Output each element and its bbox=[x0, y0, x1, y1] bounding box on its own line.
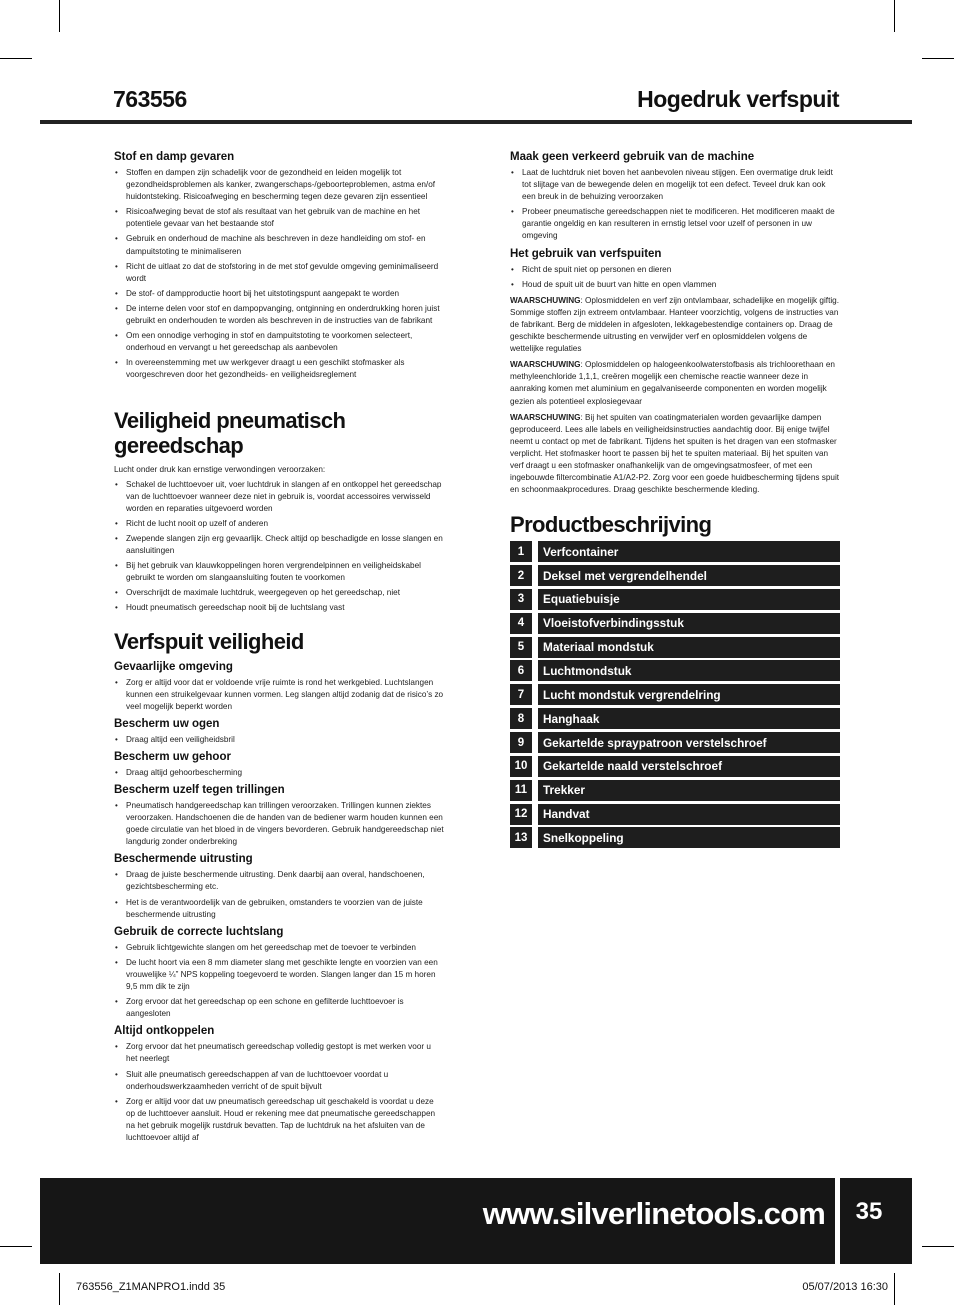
crop-mark bbox=[894, 0, 895, 32]
warning-label: WAARSCHUWING bbox=[510, 360, 581, 370]
part-label: Trekker bbox=[538, 780, 840, 801]
list-item: • Houd de spuit uit de buurt van hitte en open vlammen bbox=[510, 279, 840, 291]
subsection-list bbox=[114, 869, 444, 920]
list-item: • Pneumatisch handgereedschap kan trillingen veroorzaken. Trillingen kunnen ziektes veroorzaken. Handschoenen die de handen van de bediener warm houden kunnen een goede circulatie van het bloed in de vingers bevorderen. Gebruik handgereedschap niet langdurig zonder onderbreking bbox=[114, 800, 444, 848]
spray-use-heading: Het gebruik van verfspuiten bbox=[510, 247, 662, 260]
product-heading: Productbeschrijving bbox=[510, 512, 712, 538]
warning-text: : Oplosmiddelen op halogeenkoolwaterstofbasis als trichloorethaan en methyleenchloride 1,1,1, creëren mogelijk een chemische reactie wanneer deze in aanraking komen met aluminium en gegalvaniseerde componenten en worden mogelijk gezien als potentieel explosiegevaar bbox=[510, 360, 835, 406]
part-label: Equatiebuisje bbox=[538, 589, 840, 610]
footer-band bbox=[40, 1178, 912, 1264]
page-number: 35 bbox=[855, 1198, 883, 1225]
parts-list bbox=[510, 541, 840, 848]
list-item: • Zorg er altijd voor dat uw pneumatisch gereedschap uit geschakeld is voordat u deze op de luchttoever aansluit. Houd er rekening mee dat pneumatische gereedschappen na het gebruik mogelijk rustdruk bevatten. Tap de luchtdruk na het afsluiten van de luchttoevoer altijd af bbox=[114, 1096, 444, 1144]
subsection-list bbox=[114, 767, 444, 779]
part-label: Materiaal mondstuk bbox=[538, 637, 840, 658]
part-row bbox=[510, 589, 840, 610]
list-item: • Het is de verantwoordelijk van de gebruiken, omstanders te voorzien van de juiste beschermende uitrusting bbox=[114, 897, 444, 921]
list-item: • Probeer pneumatische gereedschappen niet te modificeren. Het modificeren maakt de garantie ongeldig en kan resulteren in ernstig letsel voor uzelf of personen in uw omgeving bbox=[510, 206, 840, 242]
model-number: 763556 bbox=[113, 86, 187, 112]
list-item: • Overschrijdt de maximale luchtdruk, weergegeven op het gereedschap, niet bbox=[114, 587, 444, 599]
part-number: 11 bbox=[510, 780, 532, 801]
list-item: • Draag altijd een veiligheidsbril bbox=[114, 734, 444, 746]
list-item: • Om een onnodige verhoging in stof en dampuitstoting te voorkomen selecteert, onderhoud en vervangt u het gereedschap als aanbevolen bbox=[114, 330, 444, 354]
subsection-heading: Beschermende uitrusting bbox=[114, 853, 253, 866]
crop-mark bbox=[0, 58, 32, 59]
list-item: • Richt de spuit niet op personen en dieren bbox=[510, 264, 840, 276]
part-row bbox=[510, 756, 840, 777]
crop-mark bbox=[894, 1273, 895, 1305]
part-number: 9 bbox=[510, 732, 532, 753]
subsection-heading: Bescherm uzelf tegen trillingen bbox=[114, 784, 285, 796]
spray-use-list bbox=[510, 264, 840, 291]
part-number: 8 bbox=[510, 708, 532, 729]
list-item: • Draag de juiste beschermende uitrusting. Denk daarbij aan overal, handschoenen, gezichtsbescherming etc. bbox=[114, 869, 444, 893]
crop-mark bbox=[0, 1246, 32, 1247]
list-item: • Schakel de luchttoevoer uit, voer luchtdruk in slangen af en ontkoppel het gereedschap van de luchttoevoer wanneer deze niet in gebruik is, voordat accessoires verwisseld worden en reparaties uitgevoerd worden bbox=[114, 479, 444, 515]
part-row bbox=[510, 613, 840, 634]
part-number: 3 bbox=[510, 589, 532, 610]
part-label: Gekartelde spraypatroon verstelschroef bbox=[538, 732, 840, 753]
list-item: • Gebruik lichtgewichte slangen om het gereedschap met de toevoer te verbinden bbox=[114, 942, 444, 954]
warning-paragraph bbox=[510, 359, 840, 407]
warning-paragraph bbox=[510, 412, 840, 497]
website-url[interactable]: www.silverlinetools.com bbox=[482, 1196, 825, 1231]
subsection-list bbox=[114, 942, 444, 1021]
list-item: • De interne delen voor stof en dampopvanging, ontginning en onderdrukking horen juist gebruikt en onderhouden te worden als beschreven in de instructies van de fabrikant bbox=[114, 303, 444, 327]
crop-mark bbox=[922, 1246, 954, 1247]
part-row bbox=[510, 708, 840, 729]
subsection-list bbox=[114, 734, 444, 746]
part-number: 10 bbox=[510, 756, 532, 777]
part-number: 7 bbox=[510, 684, 532, 705]
pneumatic-list bbox=[114, 479, 444, 615]
subsection-heading: Bescherm uw ogen bbox=[114, 717, 220, 730]
part-row bbox=[510, 637, 840, 658]
right-column bbox=[510, 150, 840, 851]
part-number: 4 bbox=[510, 613, 532, 634]
list-item: • Richt de uitlaat zo dat de stofstoring in de met stof gevulde omgeving geminimaliseerd wordt bbox=[114, 261, 444, 285]
part-row bbox=[510, 541, 840, 562]
list-item: • Zorg er altijd voor dat er voldoende vrije ruimte is rond het werkgebied. Luchtslangen kunnen een struikelgevaar kunnen vormen. Leg slangen altijd zodanig dat de risico’s zo veel mogelijk beperkt worden bbox=[114, 677, 444, 713]
list-item: • De stof- of dampproductie hoort bij het uitstotingspunt aangepakt te worden bbox=[114, 288, 444, 300]
warning-paragraph bbox=[510, 295, 840, 355]
part-number: 5 bbox=[510, 637, 532, 658]
spray-safety-heading: Verfspuit veiligheid bbox=[114, 628, 304, 654]
part-row bbox=[510, 827, 840, 848]
part-label: Hanghaak bbox=[538, 708, 840, 729]
part-number: 13 bbox=[510, 827, 532, 848]
subsection-list bbox=[114, 1041, 444, 1144]
part-label: Lucht mondstuk vergrendelring bbox=[538, 684, 840, 705]
slug-file: 763556_Z1MANPRO1.indd 35 bbox=[76, 1281, 226, 1293]
list-item: • De lucht hoort via een 8 mm diameter slang met geschikte lengte en voorzien van een vrouwelijke ¼” NPS koppeling toegevoerd te worden. Slangen langer dan 15 m horen 9,5 mm dik te zijn bbox=[114, 957, 444, 993]
pneumatic-intro: Lucht onder druk kan ernstige verwondingen veroorzaken: bbox=[114, 464, 326, 474]
misuse-list bbox=[510, 167, 840, 243]
warning-label: WAARSCHUWING bbox=[510, 412, 581, 422]
part-label: Gekartelde naald verstelschroef bbox=[538, 756, 840, 777]
list-item: • Richt de lucht nooit op uzelf of anderen bbox=[114, 518, 444, 530]
warnings bbox=[510, 295, 840, 497]
list-item: • Gebruik en onderhoud de machine als beschreven in deze handleiding om stof- en dampuitstoting te minimaliseren bbox=[114, 233, 444, 257]
left-column bbox=[114, 150, 444, 1148]
list-item: • Sluit alle pneumatisch gereedschappen af van de luchttoevoer voordat u onderhoudswerkzaamheden verricht of de spuit bijvult bbox=[114, 1069, 444, 1093]
part-row bbox=[510, 780, 840, 801]
part-number: 12 bbox=[510, 804, 532, 825]
crop-mark bbox=[59, 0, 60, 32]
list-item: • Bij het gebruik van klauwkoppelingen horen vergrendelpinnen en veiligheidskabel gebruikt te worden om slangaansluiting fouten te voorkomen bbox=[114, 560, 444, 584]
warning-text: : Oplosmiddelen en verf zijn ontvlambaar, schadelijke en mogelijk giftig. Sommige stoffen zijn extreem ontvlambaar. Hanteer voorzichtig, volgens de instructies van de fabrikant. Berg de middelen in afgesloten, lekkagebestendige containers op. Draag de geschikte beschermende uitrusting en verwijder verf en oplosmiddelen volgens de wettelijke regulaties bbox=[510, 295, 839, 354]
list-item: • Laat de luchtdruk niet boven het aanbevolen niveau stijgen. Een overmatige druk leidt tot slijtage van de bewegende delen en mogelijk tot een defect. Teveel druk kan ook een breuk in de behuizing veroorzaken bbox=[510, 167, 840, 203]
list-item: • Zorg ervoor dat het gereedschap op een schone en gefilterde luchttoevoer is aangesloten bbox=[114, 996, 444, 1020]
subsection-list bbox=[114, 800, 444, 848]
warning-text: : Bij het spuiten van coatingmaterialen worden gevaarlijke dampen geproduceerd. Lees alle labels en veiligheidsinstructies aandachtig door. Bij enige twijfel neemt u contact op met de fabrikant. Tijdens het spuiten is het dragen van een stofmasker verplicht. Het stofmasker hoort te passen bij het te spuiten materiaal. Bij het spuiten van verf draagt u een stofmasker onafhankelijk van de omgevingsatmosfeer, of met een ingebouwde filtercombinatie A1/A2-P2. Zorg voor een goede huidbescherming tijdens spuit en schoonmaakprocedures. Draag geschikte beschermende kleding. bbox=[510, 412, 840, 495]
document-title: Hogedruk verfspuit bbox=[637, 86, 839, 112]
subsection-heading: Altijd ontkoppelen bbox=[114, 1025, 215, 1038]
list-item: • Draag altijd gehoorbescherming bbox=[114, 767, 444, 779]
part-number: 1 bbox=[510, 541, 532, 562]
list-item: • Risicoafweging bevat de stof als resultaat van het gebruik van de machine en het potentiele gevaar van het bestaande stof bbox=[114, 206, 444, 230]
header-rule bbox=[40, 120, 912, 124]
part-label: Vloeistofverbindingsstuk bbox=[538, 613, 840, 634]
list-item: • Stoffen en dampen zijn schadelijk voor de gezondheid en leiden mogelijk tot gezondheidsproblemen als kanker, zwangerschaps-/geboorteproblemen, astma en/of huidontsteking. Risicoafweging en bescherming tegen deze gevaren zijn essentieel bbox=[114, 167, 444, 203]
part-label: Deksel met vergrendelhendel bbox=[538, 565, 840, 586]
spray-sections bbox=[114, 660, 444, 1145]
subsection-heading: Gebruik de correcte luchtslang bbox=[114, 925, 284, 938]
dust-heading: Stof en damp gevaren bbox=[114, 151, 235, 163]
part-row bbox=[510, 660, 840, 681]
subsection-heading: Gevaarlijke omgeving bbox=[114, 660, 233, 673]
dust-list bbox=[114, 167, 444, 382]
part-row bbox=[510, 565, 840, 586]
part-row bbox=[510, 684, 840, 705]
part-label: Handvat bbox=[538, 804, 840, 825]
part-row bbox=[510, 804, 840, 825]
list-item: • Zwepende slangen zijn erg gevaarlijk. Check altijd op beschadigde en losse slangen en aansluitingen bbox=[114, 533, 444, 557]
subsection-heading: Bescherm uw gehoor bbox=[114, 750, 231, 763]
misuse-heading: Maak geen verkeerd gebruik van de machine bbox=[510, 151, 755, 163]
list-item: • In overeenstemming met uw werkgever draagt u een geschikt stofmasker als voorgeschreven door het gezondheids- en veiligheidsreglement bbox=[114, 357, 444, 381]
pneumatic-heading: Veiligheid pneumatisch gereedschap bbox=[114, 407, 346, 458]
part-label: Verfcontainer bbox=[538, 541, 840, 562]
part-label: Snelkoppeling bbox=[538, 827, 840, 848]
crop-mark bbox=[59, 1273, 60, 1305]
part-row bbox=[510, 732, 840, 753]
list-item: • Zorg ervoor dat het pneumatisch gereedschap volledig gestopt is met werken voor u het neerlegt bbox=[114, 1041, 444, 1065]
crop-mark bbox=[922, 58, 954, 59]
part-label: Luchtmondstuk bbox=[538, 660, 840, 681]
warning-label: WAARSCHUWING bbox=[510, 295, 581, 305]
list-item: • Houdt pneumatisch gereedschap nooit bij de luchtslang vast bbox=[114, 602, 444, 614]
subsection-list bbox=[114, 677, 444, 713]
part-number: 6 bbox=[510, 660, 532, 681]
part-number: 2 bbox=[510, 565, 532, 586]
slug-date: 05/07/2013 16:30 bbox=[802, 1281, 888, 1293]
